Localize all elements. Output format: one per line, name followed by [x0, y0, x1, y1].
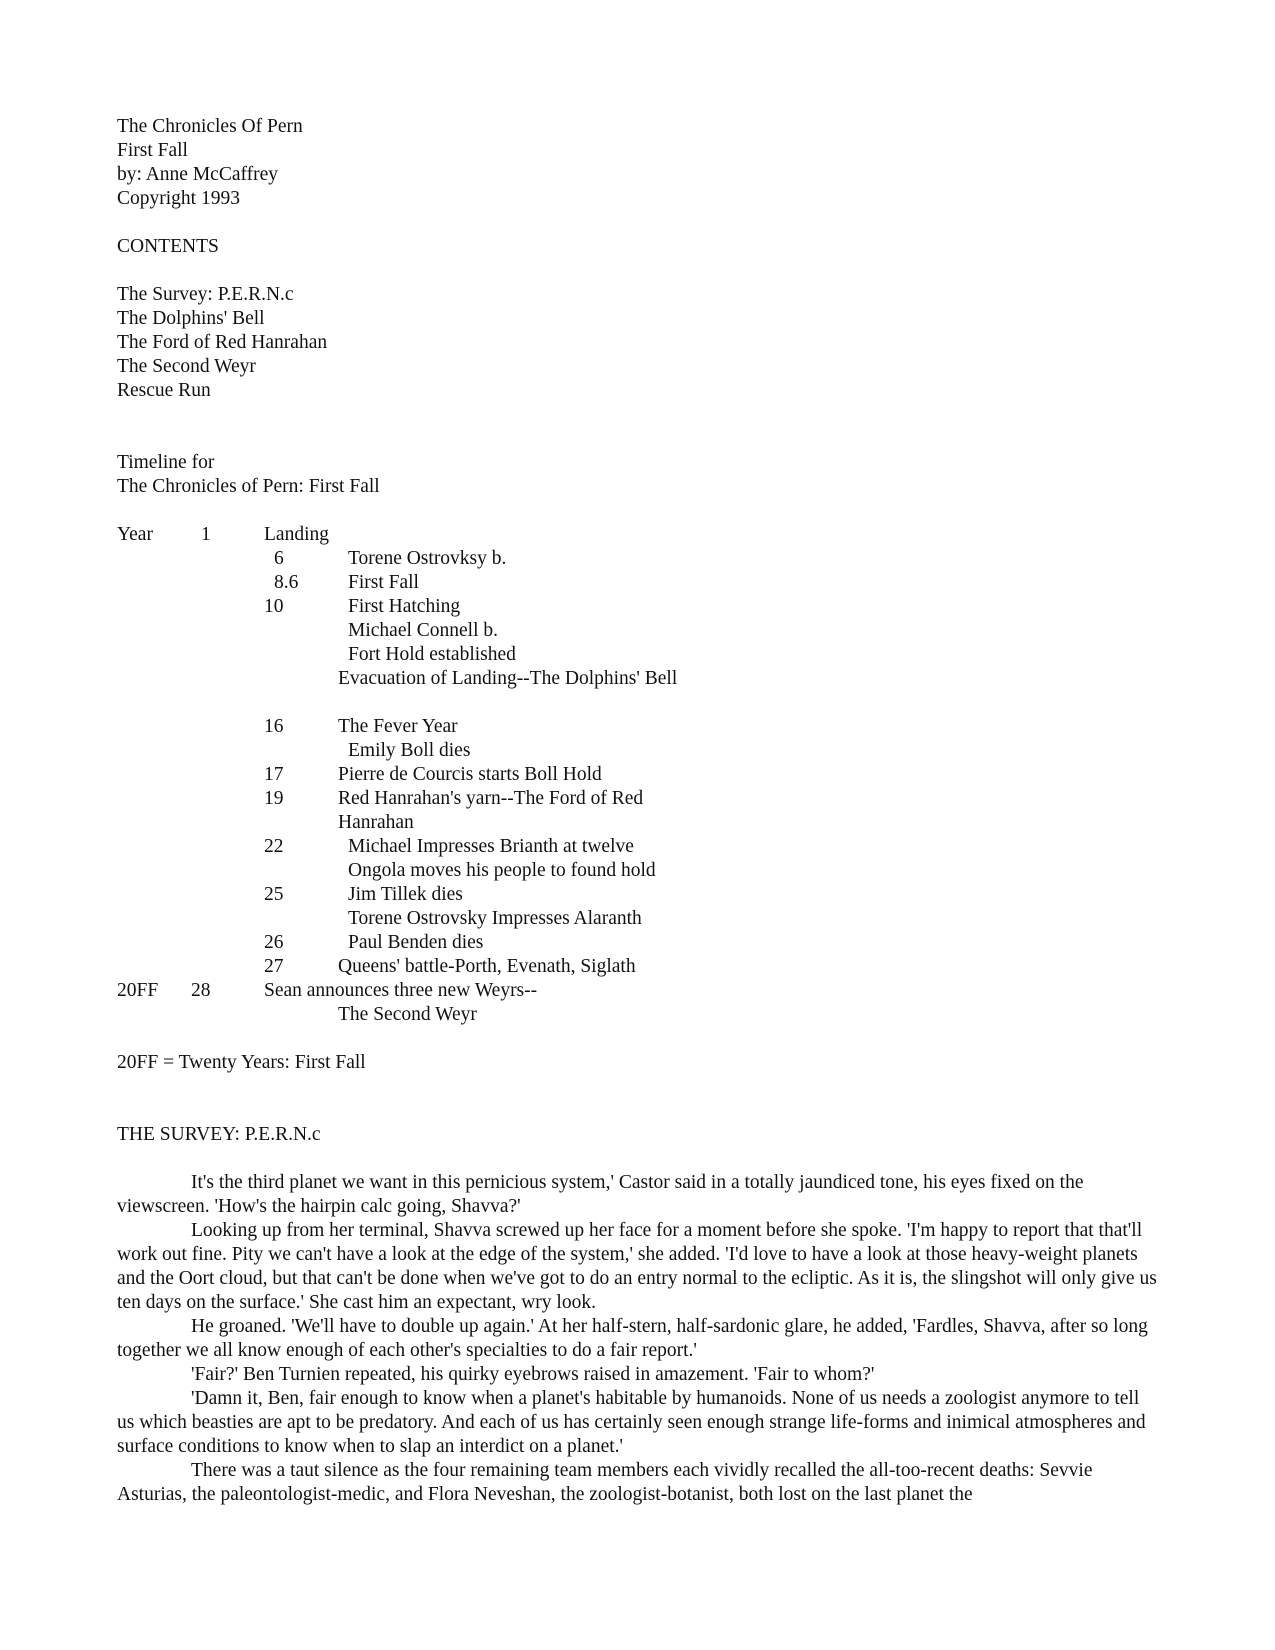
timeline-event: Pierre de Courcis starts Boll Hold — [338, 764, 602, 785]
paragraph: 'Damn it, Ben, fair enough to know when a planet's habitable by humanoids. None of us needs a zoologist anymore to tell us which beasties are apt to be predatory. And each of us has certainly seen enough strange life-forms and inimical atmospheres and surface conditions to know when to slap an interdict on a planet.' — [117, 1388, 1146, 1457]
contents-item: The Dolphins' Bell — [117, 308, 265, 329]
author-line: by: Anne McCaffrey — [117, 164, 279, 185]
timeline-number: 8.6 — [274, 572, 299, 593]
timeline-number: 16 — [264, 716, 284, 737]
contents-item: The Ford of Red Hanrahan — [117, 332, 328, 353]
contents-item: Rescue Run — [117, 380, 211, 401]
contents-item: The Survey: P.E.R.N.c — [117, 284, 294, 305]
timeline-event: Queens' battle-Porth, Evenath, Siglath — [338, 956, 636, 977]
timeline-number: 19 — [264, 788, 284, 809]
timeline-event: The Second Weyr — [338, 1004, 477, 1025]
timeline-event: Jim Tillek dies — [348, 884, 463, 905]
timeline-year-label: 20FF — [117, 980, 159, 1001]
timeline-event: The Fever Year — [338, 716, 458, 737]
timeline-event: Sean announces three new Weyrs-- — [264, 980, 538, 1001]
timeline-event: Paul Benden dies — [348, 932, 484, 953]
timeline-number: 22 — [264, 836, 284, 857]
chapter-body — [117, 1171, 1157, 1507]
timeline-event: Ongola moves his people to found hold — [348, 860, 656, 881]
timeline-heading: Timeline for — [117, 452, 215, 473]
timeline-event: Hanrahan — [338, 812, 414, 833]
timeline-event: Landing — [264, 524, 329, 545]
timeline-event: Torene Ostrovsky Impresses Alaranth — [348, 908, 642, 929]
timeline-year-number: 28 — [191, 980, 211, 1001]
copyright-line: Copyright 1993 — [117, 188, 240, 209]
timeline-number: 27 — [264, 956, 284, 977]
contents-item: The Second Weyr — [117, 356, 256, 377]
paragraph: It's the third planet we want in this pernicious system,' Castor said in a totally jaundiced tone, his eyes fixed on the viewscreen. 'How's the hairpin calc going, Shavva?' — [117, 1172, 1084, 1217]
timeline-legend: 20FF = Twenty Years: First Fall — [117, 1052, 366, 1073]
timeline-number: 10 — [264, 596, 284, 617]
paragraph: 'Fair?' Ben Turnien repeated, his quirky eyebrows raised in amazement. 'Fair to whom?' — [191, 1364, 875, 1385]
timeline-number: 17 — [264, 764, 284, 785]
timeline-event: Michael Impresses Brianth at twelve — [348, 836, 634, 857]
timeline-event: Evacuation of Landing--The Dolphins' Bell — [338, 668, 678, 689]
timeline-event: Emily Boll dies — [348, 740, 471, 761]
chapter-heading: THE SURVEY: P.E.R.N.c — [117, 1124, 321, 1145]
timeline-event: First Fall — [348, 572, 419, 593]
timeline-year-number: 1 — [201, 524, 211, 545]
timeline-subheading: The Chronicles of Pern: First Fall — [117, 476, 380, 497]
timeline-event: Red Hanrahan's yarn--The Ford of Red — [338, 788, 644, 809]
timeline-event: Fort Hold established — [348, 644, 516, 665]
series-title: The Chronicles Of Pern — [117, 116, 303, 137]
timeline-number: 6 — [274, 548, 284, 569]
timeline-number: 25 — [264, 884, 284, 905]
paragraph: Looking up from her terminal, Shavva screwed up her face for a moment before she spoke. 'I'm happy to report that that'll work out fine. Pity we can't have a look at the edge of the system,' she added. 'I'd love to have a look at those heavy-weight planets and the Oort cloud, but that can't be done when we've got to do an entry normal to the ecliptic. As it is, the slingshot will only give us ten days on the surface.' She cast him an expectant, wry look. — [117, 1220, 1157, 1313]
paragraph: He groaned. 'We'll have to double up again.' At her half-stern, half-sardonic glare, he added, 'Fardles, Shavva, after so long together we all know enough of each other's specialties to do a fair report.' — [117, 1316, 1148, 1361]
paragraph: There was a taut silence as the four remaining team members each vividly recalled the all-too-recent deaths: Sevvie Asturias, the paleontologist-medic, and Flora Neveshan, the zoologist-botanist, both lost on the last planet the — [117, 1460, 1093, 1505]
contents-heading: CONTENTS — [117, 236, 219, 257]
timeline-event: Michael Connell b. — [348, 620, 499, 641]
timeline-event: Torene Ostrovksy b. — [348, 548, 507, 569]
timeline-event: First Hatching — [348, 596, 461, 617]
timeline-number: 26 — [264, 932, 284, 953]
book-title: First Fall — [117, 140, 188, 161]
timeline-year-label: Year — [117, 524, 153, 545]
